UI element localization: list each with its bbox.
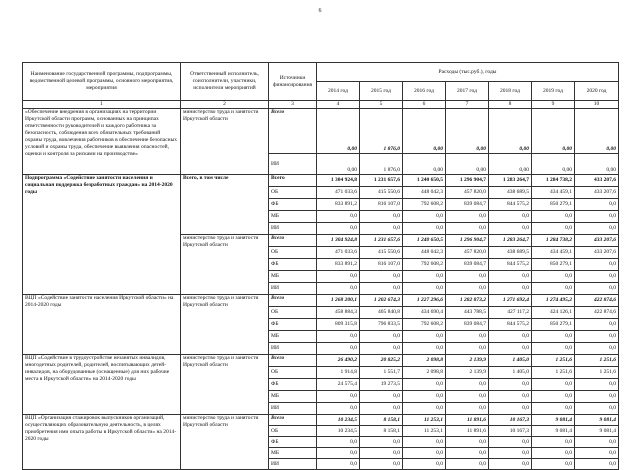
value-cell: 448 042,3	[403, 187, 446, 199]
table-body	[23, 63, 619, 470]
source-cell: Всего	[269, 415, 317, 426]
value-cell: 0,0	[317, 448, 360, 459]
budget-table	[22, 62, 619, 470]
executor-cell: министерство труда и занятости Иркутской области	[181, 355, 269, 415]
value-cell: 0,00	[489, 109, 532, 154]
value-cell: 0,0	[489, 437, 532, 448]
value-cell: 816 107,0	[360, 259, 403, 271]
value-cell: 0,0	[532, 437, 575, 448]
value-cell: 11 891,6	[446, 426, 489, 437]
value-cell: 0,0	[403, 211, 446, 223]
value-cell: 1 304 924,8	[317, 175, 360, 187]
value-cell: 0,0	[317, 437, 360, 448]
value-cell: 0,0	[532, 343, 575, 355]
value-cell: 0,0	[489, 271, 532, 283]
value-cell: 9 081,4	[575, 415, 619, 426]
value-cell: 0,00	[446, 154, 489, 175]
value-cell: 0,0	[317, 283, 360, 295]
program-name-cell: ВЦП «Содействие занятости населения Иркутской области» на 2014-2020 годы	[23, 295, 181, 355]
value-cell: 0,0	[489, 459, 532, 470]
value-cell: 434 459,1	[532, 247, 575, 259]
executor-cell: министерство труда и занятости Иркутской области	[181, 235, 269, 295]
value-cell: 0,0	[403, 403, 446, 415]
value-cell: 0,0	[360, 437, 403, 448]
value-cell: 0,0	[489, 223, 532, 235]
value-cell: 0,0	[360, 391, 403, 403]
value-cell: 434 690,4	[403, 307, 446, 319]
value-cell: 0,0	[403, 391, 446, 403]
value-cell: 0,0	[575, 343, 619, 355]
value-cell: 0,0	[446, 403, 489, 415]
value-cell: 433 207,6	[575, 235, 619, 247]
value-cell: 19 273,5	[360, 379, 403, 391]
value-cell: 457 820,0	[446, 247, 489, 259]
value-cell: 0,0	[446, 459, 489, 470]
value-cell: 1 251,6	[575, 355, 619, 367]
col-num: 5	[360, 101, 403, 109]
executor-cell: министерство труда и занятости Иркутской области	[181, 415, 269, 470]
source-cell: Всего	[269, 355, 317, 367]
table-row	[23, 295, 619, 307]
value-cell: 792 608,2	[403, 319, 446, 331]
value-cell: 0,00	[446, 109, 489, 154]
value-cell: 0,0	[403, 343, 446, 355]
value-cell: 0,0	[575, 403, 619, 415]
value-cell: 2 098,8	[403, 355, 446, 367]
value-cell: 0,00	[575, 154, 619, 175]
source-cell: ФБ	[269, 379, 317, 391]
value-cell: 11 891,6	[446, 415, 489, 426]
value-cell: 10 167,3	[489, 426, 532, 437]
value-cell: 8 158,1	[360, 426, 403, 437]
value-cell: 0,0	[446, 271, 489, 283]
value-cell: 1 227 296,6	[403, 295, 446, 307]
value-cell: 0,0	[575, 319, 619, 331]
col-num: 2	[181, 101, 269, 109]
value-cell: 0,0	[575, 199, 619, 211]
value-cell: 850 279,1	[532, 319, 575, 331]
value-cell: 422 874,6	[575, 295, 619, 307]
value-cell: 0,0	[489, 283, 532, 295]
value-cell: 0,00	[317, 109, 360, 154]
value-cell: 0,0	[575, 331, 619, 343]
value-cell: 0,0	[489, 448, 532, 459]
value-cell: 0,00	[532, 109, 575, 154]
value-cell: 1 283 264,7	[489, 235, 532, 247]
source-cell: Всего	[269, 295, 317, 307]
value-cell: 0,0	[317, 211, 360, 223]
program-name-cell: ВЦП «Организация стажировок выпускников организаций, осуществляющих образовательную деятельность, в целях приобретения ими опыта работы в Иркутской области» на 2014-2020 годы	[23, 415, 181, 470]
value-cell: 792 608,2	[403, 259, 446, 271]
value-cell: 0,0	[317, 331, 360, 343]
value-cell: 0,0	[360, 211, 403, 223]
value-cell: 1 296 904,7	[446, 235, 489, 247]
value-cell: 1 284 738,2	[532, 235, 575, 247]
value-cell: 1 876,0	[360, 154, 403, 175]
value-cell: 1 405,0	[489, 355, 532, 367]
value-cell: 0,0	[532, 331, 575, 343]
source-cell: ИИ	[269, 403, 317, 415]
year-2020: 2020 год	[575, 82, 619, 101]
source-cell: ФБ	[269, 259, 317, 271]
value-cell: 9 081,4	[532, 426, 575, 437]
source-cell: ОБ	[269, 247, 317, 259]
value-cell: 0,0	[446, 391, 489, 403]
value-cell: 816 107,0	[360, 199, 403, 211]
value-cell: 0,0	[317, 271, 360, 283]
source-cell: МБ	[269, 211, 317, 223]
year-2017: 2017 год	[446, 82, 489, 101]
value-cell: 1 296 904,7	[446, 175, 489, 187]
value-cell: 11 253,1	[403, 426, 446, 437]
value-cell: 434 459,1	[532, 187, 575, 199]
source-cell: МБ	[269, 331, 317, 343]
value-cell: 0,0	[403, 379, 446, 391]
value-cell: 844 575,2	[489, 319, 532, 331]
value-cell: 0,0	[489, 343, 532, 355]
value-cell: 0,0	[446, 283, 489, 295]
value-cell: 0,0	[575, 391, 619, 403]
value-cell: 471 033,6	[317, 247, 360, 259]
table-row	[23, 415, 619, 426]
value-cell: 0,0	[403, 283, 446, 295]
value-cell: 1 914,8	[317, 367, 360, 379]
value-cell: 11 253,1	[403, 415, 446, 426]
value-cell: 433 207,6	[575, 187, 619, 199]
value-cell: 457 820,0	[446, 187, 489, 199]
page-number: 6	[318, 8, 322, 14]
value-cell: 0,0	[532, 223, 575, 235]
value-cell: 0,0	[575, 283, 619, 295]
value-cell: 1 251,6	[575, 367, 619, 379]
value-cell: 9 081,4	[532, 415, 575, 426]
program-name-cell: Подпрограмма «Содействие занятости населения и социальная поддержка безработных граждан» на 2014-2020 годы	[23, 175, 181, 295]
value-cell: 839 084,7	[446, 199, 489, 211]
source-cell: МБ	[269, 271, 317, 283]
value-cell: 0,0	[489, 391, 532, 403]
value-cell: 844 575,2	[489, 199, 532, 211]
value-cell: 0,0	[360, 223, 403, 235]
value-cell: 0,0	[575, 379, 619, 391]
value-cell: 471 033,6	[317, 187, 360, 199]
col-num: 1	[23, 101, 181, 109]
value-cell: 405 840,8	[360, 307, 403, 319]
value-cell: 26 490,2	[317, 355, 360, 367]
value-cell: 0,0	[360, 331, 403, 343]
value-cell: 0,00	[403, 109, 446, 154]
value-cell: 1 240 650,5	[403, 235, 446, 247]
value-cell: 0,0	[403, 437, 446, 448]
value-cell: 1 282 873,2	[446, 295, 489, 307]
source-cell: ОБ	[269, 307, 317, 319]
value-cell: 1 284 738,2	[532, 175, 575, 187]
year-2019: 2019 год	[532, 82, 575, 101]
value-cell: 0,0	[360, 343, 403, 355]
col-num: 10	[575, 101, 619, 109]
value-cell: 424 126,1	[532, 307, 575, 319]
value-cell: 0,0	[446, 331, 489, 343]
value-cell: 0,0	[360, 283, 403, 295]
source-cell: Всего	[269, 175, 317, 187]
value-cell: 1 876,0	[360, 109, 403, 154]
col-num: 6	[403, 101, 446, 109]
value-cell: 0,0	[317, 223, 360, 235]
source-cell: ИИ	[269, 223, 317, 235]
source-cell: МБ	[269, 391, 317, 403]
value-cell: 0,0	[360, 448, 403, 459]
value-cell: 0,0	[532, 459, 575, 470]
value-cell: 0,0	[575, 448, 619, 459]
value-cell: 0,0	[575, 459, 619, 470]
year-2015: 2015 год	[360, 82, 403, 101]
source-cell: ОБ	[269, 187, 317, 199]
value-cell: 0,0	[446, 211, 489, 223]
value-cell: 0,0	[532, 283, 575, 295]
value-cell: 0,0	[317, 343, 360, 355]
value-cell: 1 283 264,7	[489, 175, 532, 187]
source-cell: ОБ	[269, 367, 317, 379]
value-cell: 0,0	[532, 391, 575, 403]
value-cell: 1 271 692,4	[489, 295, 532, 307]
value-cell: 415 550,6	[360, 187, 403, 199]
value-cell: 2 098,8	[403, 367, 446, 379]
value-cell: 0,00	[575, 109, 619, 154]
program-name-cell: «Обеспечение внедрения в организациях на территории Иркутской области программ, основанных на принципах ответственности руководителей и каждого работника за безопасность, соблюдения всех обязательных требований охраны труда, вовлечения работников в обеспечение безопасных условий и охраны труда, обеспечение выявления опасностей, оценки и контроля за рисками на производстве»	[23, 109, 181, 175]
value-cell: 0,0	[360, 403, 403, 415]
table-row	[23, 355, 619, 367]
value-cell: 839 084,7	[446, 259, 489, 271]
value-cell: 2 139,9	[446, 355, 489, 367]
col-num: 3	[269, 101, 317, 109]
value-cell: 0,0	[403, 223, 446, 235]
value-cell: 839 084,7	[446, 319, 489, 331]
header-source: Источники финансирования	[269, 63, 317, 101]
value-cell: 20 825,2	[360, 355, 403, 367]
value-cell: 1 231 657,6	[360, 175, 403, 187]
header-executor: Ответственный исполнитель, соисполнители, участники, исполнители мероприятий	[181, 63, 269, 101]
value-cell: 0,0	[317, 459, 360, 470]
value-cell: 10 167,3	[489, 415, 532, 426]
value-cell: 0,0	[403, 448, 446, 459]
value-cell: 844 575,2	[489, 259, 532, 271]
col-num: 4	[317, 101, 360, 109]
year-2014: 2014 год	[317, 82, 360, 101]
value-cell: 796 833,5	[360, 319, 403, 331]
value-cell: 0,00	[532, 154, 575, 175]
value-cell: 0,0	[575, 211, 619, 223]
value-cell: 0,0	[532, 211, 575, 223]
value-cell: 0,0	[532, 271, 575, 283]
value-cell: 1 240 650,5	[403, 175, 446, 187]
value-cell: 0,0	[403, 331, 446, 343]
value-cell: 0,0	[317, 391, 360, 403]
value-cell: 0,0	[446, 223, 489, 235]
table-row	[23, 109, 619, 154]
value-cell: 427 117,2	[489, 307, 532, 319]
value-cell: 0,0	[360, 271, 403, 283]
value-cell: 0,0	[403, 271, 446, 283]
value-cell: 809 315,8	[317, 319, 360, 331]
value-cell: 8 158,1	[360, 415, 403, 426]
value-cell: 0,00	[489, 154, 532, 175]
source-cell: ОБ	[269, 426, 317, 437]
value-cell: 422 874,6	[575, 307, 619, 319]
value-cell: 448 042,3	[403, 247, 446, 259]
value-cell: 0,0	[575, 223, 619, 235]
col-num: 7	[446, 101, 489, 109]
value-cell: 0,0	[489, 379, 532, 391]
value-cell: 433 207,6	[575, 247, 619, 259]
value-cell: 833 891,2	[317, 259, 360, 271]
value-cell: 10 234,5	[317, 426, 360, 437]
value-cell: 2 139,9	[446, 367, 489, 379]
table-row	[23, 175, 619, 187]
value-cell: 1 202 674,3	[360, 295, 403, 307]
value-cell: 0,0	[446, 343, 489, 355]
executor-cell: министерство труда и занятости Иркутской области	[181, 109, 269, 175]
value-cell: 443 788,5	[446, 307, 489, 319]
value-cell: 438 689,5	[489, 187, 532, 199]
value-cell: 438 689,5	[489, 247, 532, 259]
value-cell: 0,0	[532, 379, 575, 391]
header-row	[23, 63, 619, 82]
value-cell: 850 279,1	[532, 199, 575, 211]
value-cell: 1 231 657,6	[360, 235, 403, 247]
value-cell: 0,0	[575, 271, 619, 283]
source-cell: Всего	[269, 109, 317, 154]
value-cell: 1 551,7	[360, 367, 403, 379]
value-cell: 1 274 495,2	[532, 295, 575, 307]
source-cell: ИИ	[269, 283, 317, 295]
col-num: 8	[489, 101, 532, 109]
value-cell: 0,0	[446, 379, 489, 391]
value-cell: 0,0	[575, 259, 619, 271]
source-cell: ФБ	[269, 319, 317, 331]
value-cell: 415 550,6	[360, 247, 403, 259]
value-cell: 1 251,6	[532, 367, 575, 379]
value-cell: 0,0	[489, 211, 532, 223]
value-cell: 833 891,2	[317, 199, 360, 211]
source-cell: ИИ	[269, 343, 317, 355]
value-cell: 0,0	[489, 331, 532, 343]
header-expenses: Расходы (тыс.руб.), годы	[317, 63, 619, 82]
value-cell: 0,0	[360, 459, 403, 470]
executor-cell: министерство труда и занятости Иркутской области	[181, 295, 269, 355]
value-cell: 0,0	[403, 459, 446, 470]
value-cell: 0,00	[317, 154, 360, 175]
source-cell: МБ	[269, 448, 317, 459]
program-name-cell: ВЦП «Содействие в трудоустройстве незанятых инвалидов, многодетных родителей, родителей, воспитывающих детей-инвалидов, на оборудованные (оснащенные) для них рабочие места в Иркутской области» на 2014-2020 годы	[23, 355, 181, 415]
value-cell: 0,0	[575, 437, 619, 448]
value-cell: 850 279,1	[532, 259, 575, 271]
column-numbers-row	[23, 101, 619, 109]
year-2016: 2016 год	[403, 82, 446, 101]
source-cell: ФБ	[269, 199, 317, 211]
value-cell: 0,0	[317, 403, 360, 415]
value-cell: 0,0	[532, 448, 575, 459]
value-cell: 1 304 924,8	[317, 235, 360, 247]
value-cell: 9 081,4	[575, 426, 619, 437]
value-cell: 458 884,3	[317, 307, 360, 319]
value-cell: 0,0	[489, 403, 532, 415]
header-name: Наименование государственной программы, подпрограммы, ведомственной целевой программы, основного мероприятия, мероприятия	[23, 63, 181, 101]
source-cell: Всего	[269, 235, 317, 247]
value-cell: 792 608,2	[403, 199, 446, 211]
year-2018: 2018 год	[489, 82, 532, 101]
source-cell: ФБ	[269, 437, 317, 448]
source-cell: ИИ	[269, 154, 317, 175]
value-cell: 10 234,5	[317, 415, 360, 426]
value-cell: 1 251,6	[532, 355, 575, 367]
value-cell: 1 405,0	[489, 367, 532, 379]
value-cell: 433 207,6	[575, 175, 619, 187]
value-cell: 0,0	[446, 448, 489, 459]
col-num: 9	[532, 101, 575, 109]
value-cell: 0,0	[532, 403, 575, 415]
value-cell: 0,00	[403, 154, 446, 175]
executor-cell: Всего, в том числе	[181, 175, 269, 235]
value-cell: 0,0	[446, 437, 489, 448]
value-cell: 1 268 200,1	[317, 295, 360, 307]
source-cell: ИИ	[269, 459, 317, 470]
value-cell: 24 575,4	[317, 379, 360, 391]
